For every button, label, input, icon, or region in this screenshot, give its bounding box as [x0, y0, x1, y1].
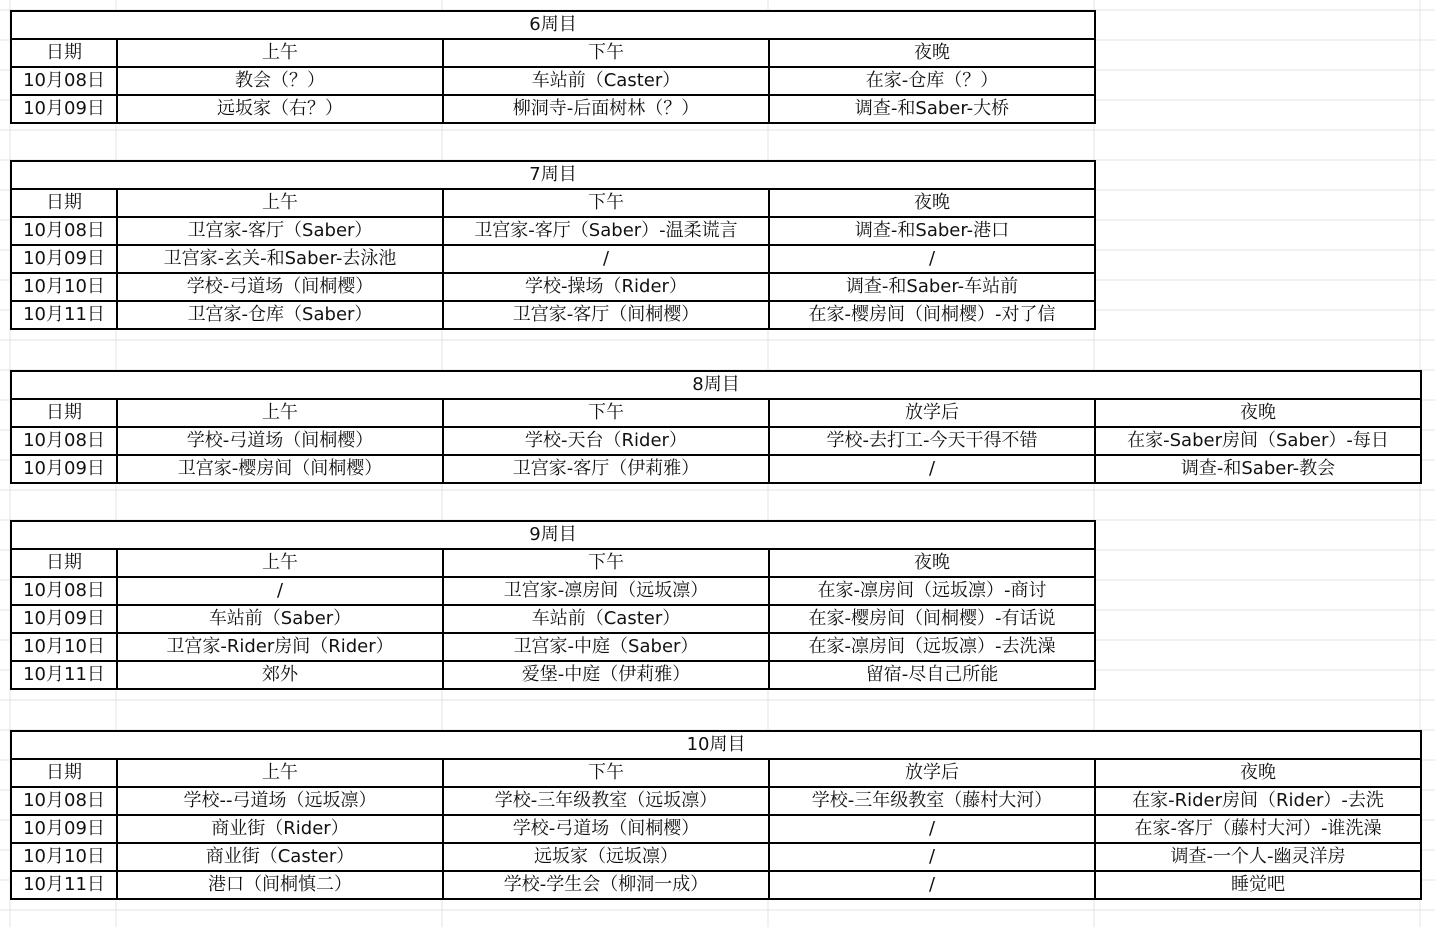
schedule-cell: 在家-客厅（藤村大河）-谁洗澡	[1095, 815, 1421, 843]
schedule-cell: 学校-三年级教室（藤村大河）	[769, 787, 1095, 815]
schedule-cell: 卫宫家-樱房间（间桐樱）	[117, 455, 443, 483]
week-6-block	[10, 10, 1096, 124]
schedule-cell: 商业街（Caster）	[117, 843, 443, 871]
schedule-cell: 远坂家（右？）	[117, 95, 443, 123]
schedule-cell: 卫宫家-Rider房间（Rider）	[117, 633, 443, 661]
table-row	[11, 633, 1095, 661]
table-row	[11, 577, 1095, 605]
week-title-row	[11, 161, 1095, 189]
schedule-cell: 卫宫家-客厅（Saber）-温柔谎言	[443, 217, 769, 245]
schedule-cell: 卫宫家-客厅（伊莉雅）	[443, 455, 769, 483]
column-header: 日期	[11, 399, 117, 427]
column-header: 夜晚	[769, 39, 1095, 67]
header-row	[11, 399, 1421, 427]
week-title: 8周目	[11, 371, 1421, 399]
column-header: 下午	[443, 549, 769, 577]
date-cell: 10月08日	[11, 577, 117, 605]
column-header: 上午	[117, 399, 443, 427]
schedule-cell: /	[443, 245, 769, 273]
schedule-cell: 卫宫家-客厅（间桐樱）	[443, 301, 769, 329]
schedule-cell: 在家-Rider房间（Rider）-去洗	[1095, 787, 1421, 815]
column-header: 日期	[11, 189, 117, 217]
schedule-cell: 郊外	[117, 661, 443, 689]
schedule-cell: 学校-天台（Rider）	[443, 427, 769, 455]
schedule-cell: 在家-樱房间（间桐樱）-有话说	[769, 605, 1095, 633]
schedule-cell: 学校-弓道场（间桐樱）	[117, 427, 443, 455]
column-header: 日期	[11, 39, 117, 67]
date-cell: 10月08日	[11, 67, 117, 95]
table-row	[11, 273, 1095, 301]
date-cell: 10月08日	[11, 217, 117, 245]
schedule-cell: 学校-弓道场（间桐樱）	[117, 273, 443, 301]
schedule-cell: 学校--弓道场（远坂凛）	[117, 787, 443, 815]
date-cell: 10月09日	[11, 815, 117, 843]
week-title: 9周目	[11, 521, 1095, 549]
schedule-cell: 车站前（Caster）	[443, 605, 769, 633]
schedule-cell: 卫宫家-玄关-和Saber-去泳池	[117, 245, 443, 273]
schedule-cell: 在家-樱房间（间桐樱）-对了信	[769, 301, 1095, 329]
schedule-cell: 学校-弓道场（间桐樱）	[443, 815, 769, 843]
week-10-block	[10, 730, 1422, 900]
date-cell: 10月08日	[11, 427, 117, 455]
schedule-table	[10, 370, 1422, 484]
schedule-cell: 学校-去打工-今天干得不错	[769, 427, 1095, 455]
table-row	[11, 843, 1421, 871]
date-cell: 10月09日	[11, 455, 117, 483]
schedule-table	[10, 160, 1096, 330]
column-header: 日期	[11, 759, 117, 787]
date-cell: 10月10日	[11, 273, 117, 301]
schedule-cell: 柳洞寺-后面树林（？）	[443, 95, 769, 123]
table-row	[11, 787, 1421, 815]
schedule-table	[10, 730, 1422, 900]
date-cell: 10月09日	[11, 605, 117, 633]
schedule-cell: 调查-和Saber-车站前	[769, 273, 1095, 301]
schedule-cell: 调查-一个人-幽灵洋房	[1095, 843, 1421, 871]
column-header: 夜晚	[769, 549, 1095, 577]
column-header: 下午	[443, 189, 769, 217]
table-row	[11, 815, 1421, 843]
date-cell: 10月09日	[11, 245, 117, 273]
schedule-table	[10, 10, 1096, 124]
column-header: 夜晚	[1095, 759, 1421, 787]
schedule-cell: 学校-三年级教室（远坂凛）	[443, 787, 769, 815]
schedule-cell: /	[769, 871, 1095, 899]
schedule-cell: 车站前（Saber）	[117, 605, 443, 633]
schedule-cell: 留宿-尽自己所能	[769, 661, 1095, 689]
column-header: 日期	[11, 549, 117, 577]
schedule-cell: 卫宫家-客厅（Saber）	[117, 217, 443, 245]
week-title: 7周目	[11, 161, 1095, 189]
week-title: 10周目	[11, 731, 1421, 759]
column-header: 上午	[117, 549, 443, 577]
schedule-cell: 卫宫家-仓库（Saber）	[117, 301, 443, 329]
schedule-cell: 卫宫家-凛房间（远坂凛）	[443, 577, 769, 605]
schedule-cell: 车站前（Caster）	[443, 67, 769, 95]
column-header: 下午	[443, 759, 769, 787]
week-title-row	[11, 521, 1095, 549]
column-header: 放学后	[769, 399, 1095, 427]
table-row	[11, 455, 1421, 483]
schedule-cell: 在家-Saber房间（Saber）-每日	[1095, 427, 1421, 455]
schedule-cell: 远坂家（远坂凛）	[443, 843, 769, 871]
column-header: 夜晚	[769, 189, 1095, 217]
schedule-cell: 调查-和Saber-港口	[769, 217, 1095, 245]
column-header: 上午	[117, 189, 443, 217]
table-row	[11, 427, 1421, 455]
header-row	[11, 549, 1095, 577]
header-row	[11, 39, 1095, 67]
schedule-cell: 卫宫家-中庭（Saber）	[443, 633, 769, 661]
column-header: 夜晚	[1095, 399, 1421, 427]
header-row	[11, 759, 1421, 787]
schedule-cell: 在家-凛房间（远坂凛）-商讨	[769, 577, 1095, 605]
schedule-cell: /	[769, 843, 1095, 871]
schedule-cell: /	[769, 245, 1095, 273]
week-7-block	[10, 160, 1096, 330]
week-title-row	[11, 731, 1421, 759]
week-9-block	[10, 520, 1096, 690]
schedule-cell: 睡觉吧	[1095, 871, 1421, 899]
schedule-cell: 商业街（Rider）	[117, 815, 443, 843]
date-cell: 10月11日	[11, 871, 117, 899]
table-row	[11, 605, 1095, 633]
date-cell: 10月10日	[11, 843, 117, 871]
schedule-cell: 调查-和Saber-大桥	[769, 95, 1095, 123]
table-row	[11, 661, 1095, 689]
column-header: 放学后	[769, 759, 1095, 787]
schedule-cell: 学校-学生会（柳洞一成）	[443, 871, 769, 899]
table-row	[11, 245, 1095, 273]
date-cell: 10月11日	[11, 661, 117, 689]
schedule-cell: 在家-仓库（？）	[769, 67, 1095, 95]
header-row	[11, 189, 1095, 217]
table-row	[11, 871, 1421, 899]
table-row	[11, 95, 1095, 123]
schedule-cell: /	[769, 455, 1095, 483]
date-cell: 10月11日	[11, 301, 117, 329]
schedule-table	[10, 520, 1096, 690]
date-cell: 10月10日	[11, 633, 117, 661]
schedule-cell: 教会（？）	[117, 67, 443, 95]
week-title: 6周目	[11, 11, 1095, 39]
table-row	[11, 301, 1095, 329]
schedule-cell: /	[117, 577, 443, 605]
schedule-cell: 爱堡-中庭（伊莉雅）	[443, 661, 769, 689]
week-title-row	[11, 371, 1421, 399]
column-header: 下午	[443, 399, 769, 427]
table-row	[11, 67, 1095, 95]
date-cell: 10月09日	[11, 95, 117, 123]
week-title-row	[11, 11, 1095, 39]
schedule-cell: 学校-操场（Rider）	[443, 273, 769, 301]
table-row	[11, 217, 1095, 245]
schedule-cell: 在家-凛房间（远坂凛）-去洗澡	[769, 633, 1095, 661]
column-header: 上午	[117, 39, 443, 67]
column-header: 下午	[443, 39, 769, 67]
schedule-cell: /	[769, 815, 1095, 843]
column-header: 上午	[117, 759, 443, 787]
schedule-cell: 调查-和Saber-教会	[1095, 455, 1421, 483]
week-8-block	[10, 370, 1422, 484]
date-cell: 10月08日	[11, 787, 117, 815]
schedule-cell: 港口（间桐慎二）	[117, 871, 443, 899]
